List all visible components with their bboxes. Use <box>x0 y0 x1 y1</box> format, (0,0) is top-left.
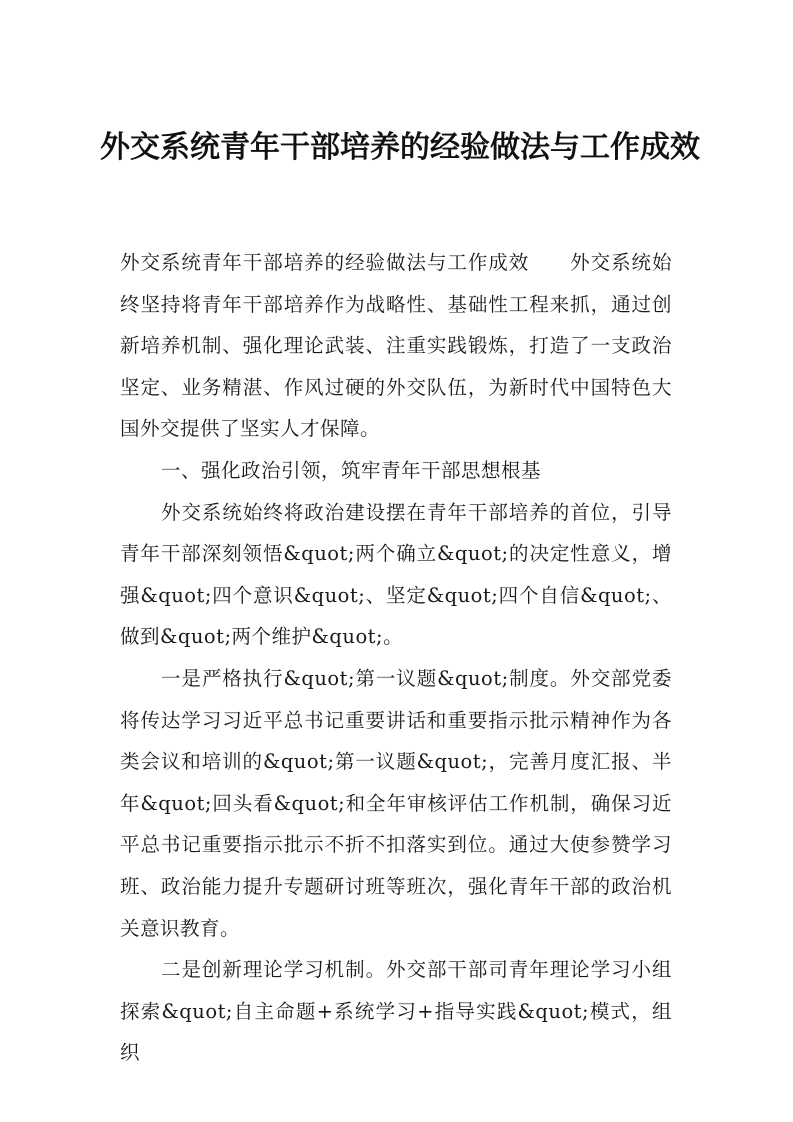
point-2-paragraph: 二是创新理论学习机制。外交部干部司青年理论学习小组探索&quot;自主命题+系统学习+指导实践&quot;模式，组织 <box>120 958 672 1065</box>
document-body <box>120 242 672 1074</box>
point-1-paragraph: 一是严格执行&quot;第一议题&quot;制度。外交部党委将传达学习习近平总书记重要讲话和重要指示批示精神作为各类会议和培训的&quot;第一议题&quot;，完善月度汇报、半年&quot;回头看&quot;和全年审核评估工作机制，确保习近平总书记重要指示批示不折不扣落实到位。通过大使参赞学习班、政治能力提升专题研讨班等班次，强化青年干部的政治机关意识教育。 <box>120 666 672 940</box>
document-title: 外交系统青年干部培养的经验做法与工作成效 <box>100 130 700 165</box>
section-heading-1: 一、强化政治引领，筑牢青年干部思想根基 <box>161 458 542 482</box>
section-1-paragraph: 外交系统始终将政治建设摆在青年干部培养的首位，引导青年干部深刻领悟&quot;两个确立&quot;的决定性意义，增强&quot;四个意识&quot;、坚定&quot;四个自信&quot;、做到&quot;两个维护&quot;。 <box>120 500 672 649</box>
intro-paragraph: 外交系统青年干部培养的经验做法与工作成效 外交系统始终坚持将青年干部培养作为战略性、基础性工程来抓，通过创新培养机制、强化理论武装、注重实践锻炼，打造了一支政治坚定、业务精湛、作风过硬的外交队伍，为新时代中国特色大国外交提供了坚实人才保障。 <box>120 251 672 441</box>
